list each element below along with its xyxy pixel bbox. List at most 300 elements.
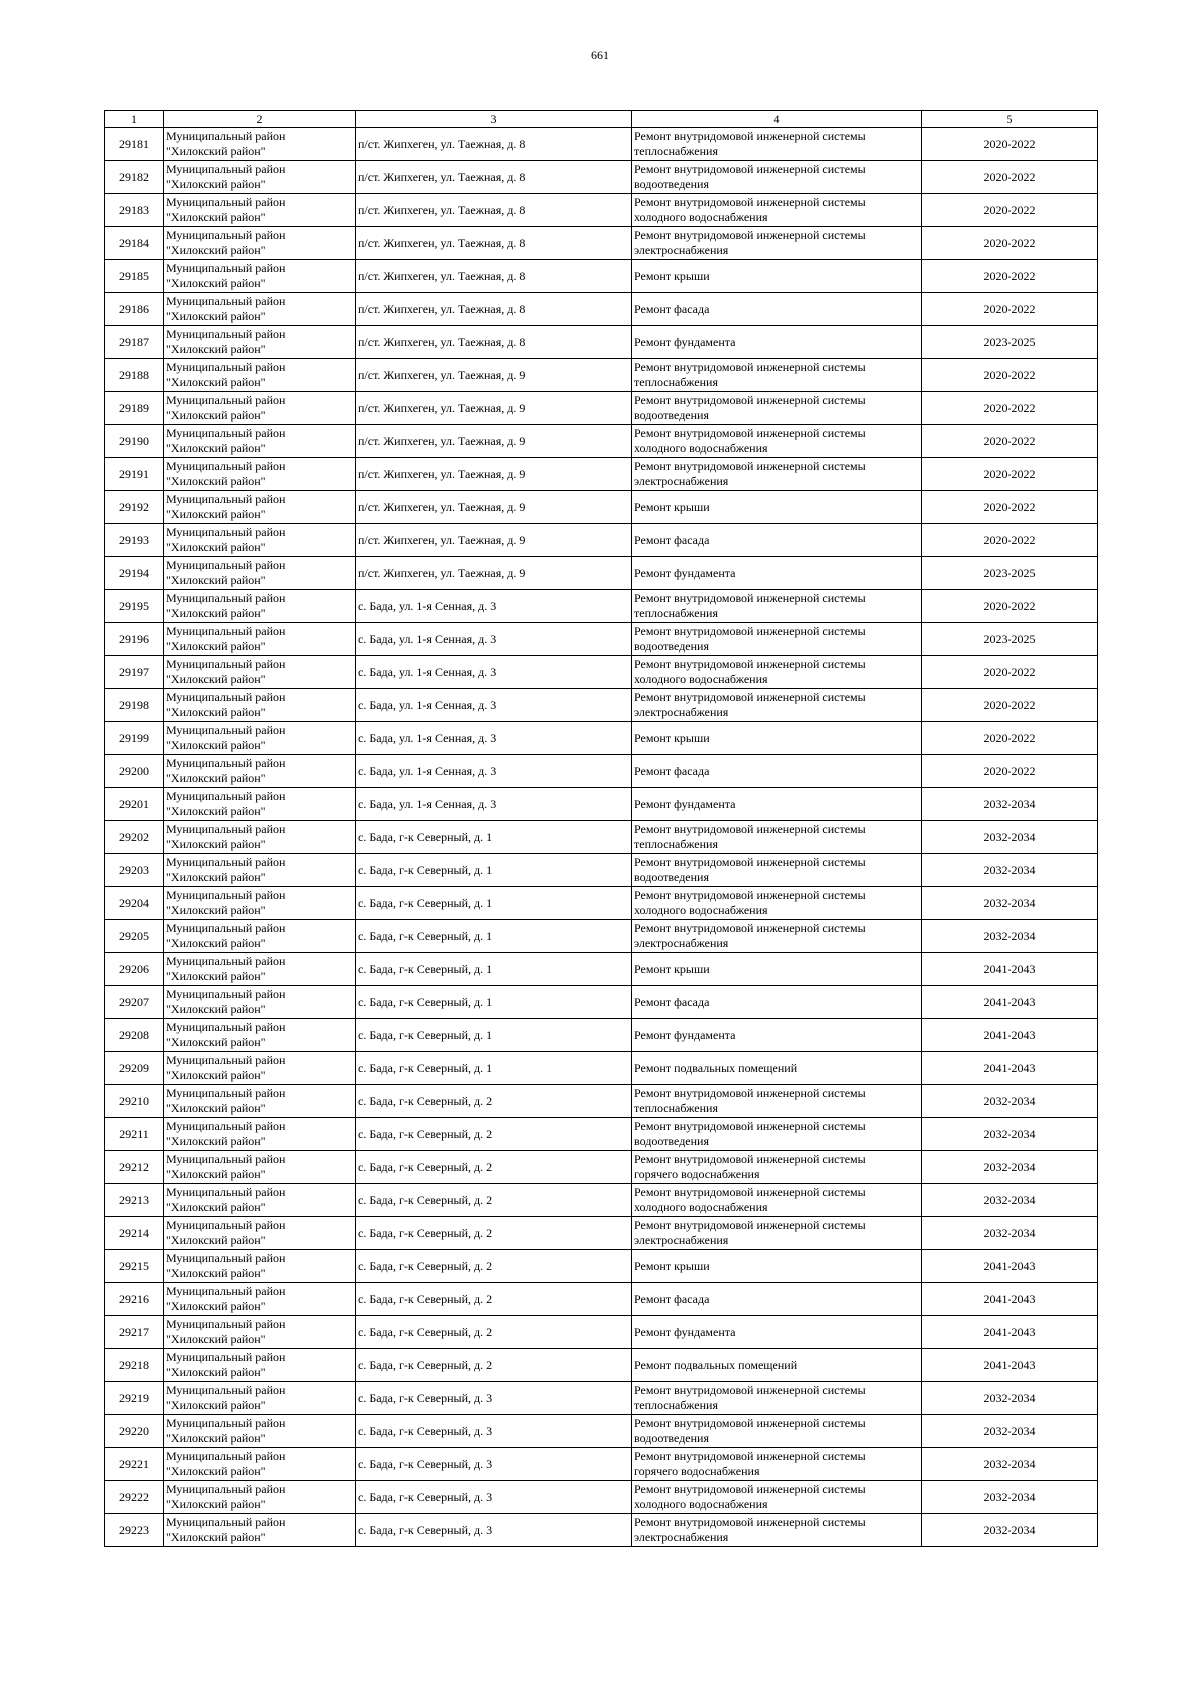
- work-type-cell: [632, 887, 922, 920]
- district-cell-text: Муниципальный район "Хилокский район": [166, 360, 286, 389]
- work-type-cell: [632, 1481, 922, 1514]
- district-cell-text: Муниципальный район "Хилокский район": [166, 690, 286, 719]
- row-number-cell: 29189: [105, 392, 164, 425]
- address-cell: с. Бада, г-к Северный, д. 2: [356, 1118, 632, 1151]
- district-cell: [164, 986, 356, 1019]
- district-cell: [164, 821, 356, 854]
- row-number-cell: 29223: [105, 1514, 164, 1547]
- table-row: [105, 557, 1098, 590]
- district-cell-text: Муниципальный район "Хилокский район": [166, 1152, 286, 1181]
- column-header-2: 2: [164, 111, 356, 128]
- address-cell: с. Бада, ул. 1-я Сенная, д. 3: [356, 590, 632, 623]
- table-row: [105, 1217, 1098, 1250]
- header-row: [105, 111, 1098, 128]
- period-cell: 2020-2022: [922, 590, 1098, 623]
- period-cell: 2020-2022: [922, 194, 1098, 227]
- work-type-cell: [632, 1019, 922, 1052]
- district-cell: [164, 1316, 356, 1349]
- address-cell: с. Бада, г-к Северный, д. 3: [356, 1448, 632, 1481]
- district-cell: [164, 359, 356, 392]
- table-row: [105, 689, 1098, 722]
- table-row: [105, 392, 1098, 425]
- district-cell-text: Муниципальный район "Хилокский район": [166, 1383, 286, 1412]
- address-cell: п/ст. Жипхеген, ул. Таежная, д. 9: [356, 392, 632, 425]
- table-row: [105, 524, 1098, 557]
- district-cell-text: Муниципальный район "Хилокский район": [166, 954, 286, 983]
- district-cell-text: Муниципальный район "Хилокский район": [166, 162, 286, 191]
- work-type-cell-text: Ремонт фасада: [634, 532, 710, 547]
- table-row: [105, 326, 1098, 359]
- row-number-cell: 29212: [105, 1151, 164, 1184]
- work-type-cell-text: Ремонт фундамента: [634, 796, 736, 811]
- district-cell: [164, 392, 356, 425]
- district-cell-text: Муниципальный район "Хилокский район": [166, 525, 286, 554]
- work-type-cell: [632, 524, 922, 557]
- work-type-cell-text: Ремонт внутридомовой инженерной системы электроснабжения: [634, 690, 866, 719]
- work-type-cell: [632, 1085, 922, 1118]
- work-type-cell-text: Ремонт фасада: [634, 1291, 710, 1306]
- table-row: [105, 953, 1098, 986]
- address-cell: с. Бада, г-к Северный, д. 1: [356, 821, 632, 854]
- period-cell: 2041-2043: [922, 1316, 1098, 1349]
- work-type-cell-text: Ремонт внутридомовой инженерной системы водоотведения: [634, 1416, 866, 1445]
- column-header-5: 5: [922, 111, 1098, 128]
- district-cell: [164, 161, 356, 194]
- work-type-cell: [632, 425, 922, 458]
- row-number-cell: 29221: [105, 1448, 164, 1481]
- district-cell-text: Муниципальный район "Хилокский район": [166, 261, 286, 290]
- district-cell: [164, 260, 356, 293]
- work-type-cell-text: Ремонт внутридомовой инженерной системы холодного водоснабжения: [634, 195, 866, 224]
- period-cell: 2032-2034: [922, 1448, 1098, 1481]
- table-row: [105, 788, 1098, 821]
- period-cell: 2020-2022: [922, 293, 1098, 326]
- period-cell: 2041-2043: [922, 986, 1098, 1019]
- row-number-cell: 29192: [105, 491, 164, 524]
- row-number-cell: 29200: [105, 755, 164, 788]
- row-number-cell: 29205: [105, 920, 164, 953]
- address-cell: п/ст. Жипхеген, ул. Таежная, д. 9: [356, 359, 632, 392]
- row-number-cell: 29215: [105, 1250, 164, 1283]
- district-cell: [164, 1184, 356, 1217]
- period-cell: 2032-2034: [922, 1415, 1098, 1448]
- address-cell: п/ст. Жипхеген, ул. Таежная, д. 8: [356, 293, 632, 326]
- address-cell: п/ст. Жипхеген, ул. Таежная, д. 9: [356, 491, 632, 524]
- work-type-cell: [632, 128, 922, 161]
- work-type-cell-text: Ремонт фундамента: [634, 334, 736, 349]
- address-cell: с. Бада, г-к Северный, д. 3: [356, 1382, 632, 1415]
- table-row: [105, 491, 1098, 524]
- address-cell: с. Бада, г-к Северный, д. 2: [356, 1184, 632, 1217]
- district-cell-text: Муниципальный район "Хилокский район": [166, 987, 286, 1016]
- district-cell-text: Муниципальный район "Хилокский район": [166, 723, 286, 752]
- district-cell-text: Муниципальный район "Хилокский район": [166, 888, 286, 917]
- address-cell: с. Бада, г-к Северный, д. 3: [356, 1481, 632, 1514]
- district-cell-text: Муниципальный район "Хилокский район": [166, 1416, 286, 1445]
- period-cell: 2041-2043: [922, 1052, 1098, 1085]
- address-cell: с. Бада, г-к Северный, д. 1: [356, 854, 632, 887]
- district-cell: [164, 1019, 356, 1052]
- address-cell: с. Бада, г-к Северный, д. 1: [356, 953, 632, 986]
- district-cell: [164, 425, 356, 458]
- address-cell: с. Бада, г-к Северный, д. 2: [356, 1250, 632, 1283]
- row-number-cell: 29207: [105, 986, 164, 1019]
- table-row: [105, 755, 1098, 788]
- work-type-cell: [632, 1052, 922, 1085]
- district-cell: [164, 1052, 356, 1085]
- work-type-cell-text: Ремонт внутридомовой инженерной системы холодного водоснабжения: [634, 888, 866, 917]
- table-row: [105, 194, 1098, 227]
- district-cell-text: Муниципальный район "Хилокский район": [166, 294, 286, 323]
- table-row: [105, 656, 1098, 689]
- period-cell: 2032-2034: [922, 1151, 1098, 1184]
- work-type-cell-text: Ремонт внутридомовой инженерной системы электроснабжения: [634, 921, 866, 950]
- district-cell: [164, 1085, 356, 1118]
- period-cell: 2020-2022: [922, 425, 1098, 458]
- period-cell: 2023-2025: [922, 623, 1098, 656]
- period-cell: 2020-2022: [922, 524, 1098, 557]
- table-row: [105, 1184, 1098, 1217]
- work-type-cell: [632, 854, 922, 887]
- district-cell-text: Муниципальный район "Хилокский район": [166, 1020, 286, 1049]
- district-cell-text: Муниципальный район "Хилокский район": [166, 756, 286, 785]
- district-cell: [164, 1349, 356, 1382]
- work-type-cell: [632, 458, 922, 491]
- district-cell: [164, 557, 356, 590]
- table-row: [105, 722, 1098, 755]
- district-cell-text: Муниципальный район "Хилокский район": [166, 1317, 286, 1346]
- address-cell: п/ст. Жипхеген, ул. Таежная, д. 8: [356, 326, 632, 359]
- district-cell-text: Муниципальный район "Хилокский район": [166, 1515, 286, 1544]
- district-cell: [164, 1118, 356, 1151]
- work-type-cell: [632, 1151, 922, 1184]
- column-header-3: 3: [356, 111, 632, 128]
- district-cell-text: Муниципальный район "Хилокский район": [166, 855, 286, 884]
- district-cell-text: Муниципальный район "Хилокский район": [166, 1350, 286, 1379]
- address-cell: п/ст. Жипхеген, ул. Таежная, д. 8: [356, 128, 632, 161]
- work-type-cell-text: Ремонт фасада: [634, 763, 710, 778]
- row-number-cell: 29208: [105, 1019, 164, 1052]
- address-cell: п/ст. Жипхеген, ул. Таежная, д. 8: [356, 161, 632, 194]
- table-row: [105, 986, 1098, 1019]
- table-row: [105, 623, 1098, 656]
- table-row: [105, 1382, 1098, 1415]
- period-cell: 2041-2043: [922, 1349, 1098, 1382]
- address-cell: с. Бада, г-к Северный, д. 3: [356, 1415, 632, 1448]
- address-cell: с. Бада, г-к Северный, д. 2: [356, 1151, 632, 1184]
- address-cell: с. Бада, ул. 1-я Сенная, д. 3: [356, 656, 632, 689]
- row-number-cell: 29211: [105, 1118, 164, 1151]
- period-cell: 2032-2034: [922, 920, 1098, 953]
- row-number-cell: 29202: [105, 821, 164, 854]
- table-row: [105, 425, 1098, 458]
- row-number-cell: 29182: [105, 161, 164, 194]
- work-type-cell: [632, 1514, 922, 1547]
- table-row: [105, 1118, 1098, 1151]
- address-cell: п/ст. Жипхеген, ул. Таежная, д. 9: [356, 557, 632, 590]
- work-type-cell: [632, 161, 922, 194]
- row-number-cell: 29184: [105, 227, 164, 260]
- address-cell: п/ст. Жипхеген, ул. Таежная, д. 9: [356, 458, 632, 491]
- work-type-cell: [632, 788, 922, 821]
- district-cell: [164, 458, 356, 491]
- column-header-1: 1: [105, 111, 164, 128]
- period-cell: 2032-2034: [922, 1382, 1098, 1415]
- period-cell: 2020-2022: [922, 491, 1098, 524]
- work-type-cell: [632, 1415, 922, 1448]
- period-cell: 2020-2022: [922, 161, 1098, 194]
- work-type-cell-text: Ремонт внутридомовой инженерной системы водоотведения: [634, 393, 866, 422]
- period-cell: 2032-2034: [922, 1085, 1098, 1118]
- work-type-cell-text: Ремонт крыши: [634, 499, 710, 514]
- row-number-cell: 29191: [105, 458, 164, 491]
- district-cell-text: Муниципальный район "Хилокский район": [166, 459, 286, 488]
- district-cell: [164, 194, 356, 227]
- period-cell: 2020-2022: [922, 656, 1098, 689]
- work-type-cell-text: Ремонт внутридомовой инженерной системы теплоснабжения: [634, 129, 866, 158]
- row-number-cell: 29203: [105, 854, 164, 887]
- work-type-cell-text: Ремонт внутридомовой инженерной системы холодного водоснабжения: [634, 426, 866, 455]
- address-cell: с. Бада, г-к Северный, д. 2: [356, 1085, 632, 1118]
- period-cell: 2020-2022: [922, 128, 1098, 161]
- table-row: [105, 1415, 1098, 1448]
- work-type-cell-text: Ремонт внутридомовой инженерной системы водоотведения: [634, 624, 866, 653]
- work-type-cell-text: Ремонт внутридомовой инженерной системы горячего водоснабжения: [634, 1449, 866, 1478]
- work-type-cell-text: Ремонт внутридомовой инженерной системы теплоснабжения: [634, 822, 866, 851]
- period-cell: 2020-2022: [922, 689, 1098, 722]
- table-row: [105, 821, 1098, 854]
- work-type-cell: [632, 359, 922, 392]
- district-cell-text: Муниципальный район "Хилокский район": [166, 327, 286, 356]
- row-number-cell: 29219: [105, 1382, 164, 1415]
- row-number-cell: 29193: [105, 524, 164, 557]
- table-row: [105, 1052, 1098, 1085]
- address-cell: с. Бада, г-к Северный, д. 1: [356, 1052, 632, 1085]
- work-type-cell: [632, 326, 922, 359]
- period-cell: 2020-2022: [922, 392, 1098, 425]
- district-cell: [164, 590, 356, 623]
- district-cell-text: Муниципальный район "Хилокский район": [166, 1284, 286, 1313]
- work-type-cell-text: Ремонт внутридомовой инженерной системы теплоснабжения: [634, 1086, 866, 1115]
- district-cell: [164, 920, 356, 953]
- work-type-cell-text: Ремонт внутридомовой инженерной системы электроснабжения: [634, 1218, 866, 1247]
- work-type-cell-text: Ремонт крыши: [634, 961, 710, 976]
- district-cell-text: Муниципальный район "Хилокский район": [166, 1449, 286, 1478]
- work-type-cell: [632, 689, 922, 722]
- work-type-cell-text: Ремонт фундамента: [634, 1027, 736, 1042]
- period-cell: 2032-2034: [922, 1118, 1098, 1151]
- work-type-cell-text: Ремонт внутридомовой инженерной системы холодного водоснабжения: [634, 1482, 866, 1511]
- period-cell: 2032-2034: [922, 788, 1098, 821]
- district-cell: [164, 887, 356, 920]
- work-type-cell: [632, 1382, 922, 1415]
- work-type-cell-text: Ремонт фундамента: [634, 1324, 736, 1339]
- row-number-cell: 29210: [105, 1085, 164, 1118]
- work-type-cell-text: Ремонт крыши: [634, 268, 710, 283]
- address-cell: с. Бада, г-к Северный, д. 1: [356, 887, 632, 920]
- district-cell: [164, 1250, 356, 1283]
- row-number-cell: 29196: [105, 623, 164, 656]
- district-cell: [164, 1382, 356, 1415]
- row-number-cell: 29204: [105, 887, 164, 920]
- work-type-cell: [632, 1184, 922, 1217]
- district-cell: [164, 1151, 356, 1184]
- work-type-cell: [632, 722, 922, 755]
- address-cell: с. Бада, г-к Северный, д. 1: [356, 1019, 632, 1052]
- district-cell-text: Муниципальный район "Хилокский район": [166, 1119, 286, 1148]
- work-type-cell: [632, 1217, 922, 1250]
- row-number-cell: 29187: [105, 326, 164, 359]
- period-cell: 2020-2022: [922, 755, 1098, 788]
- district-cell: [164, 1514, 356, 1547]
- district-cell-text: Муниципальный район "Хилокский район": [166, 393, 286, 422]
- address-cell: с. Бада, г-к Северный, д. 1: [356, 920, 632, 953]
- address-cell: с. Бада, г-к Северный, д. 1: [356, 986, 632, 1019]
- work-type-cell: [632, 590, 922, 623]
- address-cell: с. Бада, г-к Северный, д. 2: [356, 1316, 632, 1349]
- work-type-cell: [632, 986, 922, 1019]
- district-cell: [164, 656, 356, 689]
- row-number-cell: 29206: [105, 953, 164, 986]
- period-cell: 2032-2034: [922, 1514, 1098, 1547]
- period-cell: 2032-2034: [922, 1217, 1098, 1250]
- work-type-cell: [632, 1448, 922, 1481]
- table-row: [105, 227, 1098, 260]
- district-cell-text: Муниципальный район "Хилокский район": [166, 624, 286, 653]
- work-type-cell: [632, 293, 922, 326]
- district-cell-text: Муниципальный район "Хилокский район": [166, 558, 286, 587]
- work-type-cell-text: Ремонт внутридомовой инженерной системы электроснабжения: [634, 459, 866, 488]
- work-type-cell-text: Ремонт внутридомовой инженерной системы холодного водоснабжения: [634, 1185, 866, 1214]
- table-row: [105, 1316, 1098, 1349]
- work-type-cell: [632, 1349, 922, 1382]
- period-cell: 2020-2022: [922, 722, 1098, 755]
- work-type-cell-text: Ремонт подвальных помещений: [634, 1357, 798, 1372]
- table-row: [105, 1448, 1098, 1481]
- address-cell: с. Бада, ул. 1-я Сенная, д. 3: [356, 722, 632, 755]
- work-type-cell-text: Ремонт внутридомовой инженерной системы теплоснабжения: [634, 360, 866, 389]
- table-row: [105, 1019, 1098, 1052]
- table-row: [105, 260, 1098, 293]
- district-cell: [164, 1448, 356, 1481]
- work-type-cell-text: Ремонт внутридомовой инженерной системы теплоснабжения: [634, 1383, 866, 1412]
- work-type-cell-text: Ремонт фасада: [634, 994, 710, 1009]
- work-type-cell: [632, 656, 922, 689]
- period-cell: 2032-2034: [922, 1481, 1098, 1514]
- period-cell: 2020-2022: [922, 458, 1098, 491]
- work-type-cell: [632, 260, 922, 293]
- district-cell-text: Муниципальный район "Хилокский район": [166, 822, 286, 851]
- table-row: [105, 161, 1098, 194]
- row-number-cell: 29217: [105, 1316, 164, 1349]
- district-cell-text: Муниципальный район "Хилокский район": [166, 1086, 286, 1115]
- work-type-cell-text: Ремонт внутридомовой инженерной системы теплоснабжения: [634, 591, 866, 620]
- period-cell: 2032-2034: [922, 821, 1098, 854]
- district-cell: [164, 1415, 356, 1448]
- address-cell: п/ст. Жипхеген, ул. Таежная, д. 8: [356, 260, 632, 293]
- repair-schedule-table: [104, 110, 1098, 1547]
- table-row: [105, 1349, 1098, 1382]
- district-cell: [164, 1481, 356, 1514]
- address-cell: с. Бада, ул. 1-я Сенная, д. 3: [356, 623, 632, 656]
- district-cell-text: Муниципальный район "Хилокский район": [166, 195, 286, 224]
- work-type-cell: [632, 227, 922, 260]
- district-cell: [164, 1217, 356, 1250]
- row-number-cell: 29201: [105, 788, 164, 821]
- address-cell: с. Бада, г-к Северный, д. 2: [356, 1217, 632, 1250]
- period-cell: 2032-2034: [922, 854, 1098, 887]
- district-cell: [164, 491, 356, 524]
- district-cell: [164, 293, 356, 326]
- row-number-cell: 29198: [105, 689, 164, 722]
- work-type-cell: [632, 821, 922, 854]
- row-number-cell: 29185: [105, 260, 164, 293]
- table-row: [105, 128, 1098, 161]
- row-number-cell: 29214: [105, 1217, 164, 1250]
- district-cell: [164, 953, 356, 986]
- table-row: [105, 1481, 1098, 1514]
- row-number-cell: 29190: [105, 425, 164, 458]
- work-type-cell: [632, 953, 922, 986]
- work-type-cell: [632, 1283, 922, 1316]
- work-type-cell: [632, 491, 922, 524]
- district-cell-text: Муниципальный район "Хилокский район": [166, 228, 286, 257]
- page-number: 661: [591, 48, 609, 62]
- column-header-4: 4: [632, 111, 922, 128]
- work-type-cell-text: Ремонт внутридомовой инженерной системы водоотведения: [634, 855, 866, 884]
- period-cell: 2041-2043: [922, 1019, 1098, 1052]
- work-type-cell-text: Ремонт подвальных помещений: [634, 1060, 798, 1075]
- district-cell: [164, 227, 356, 260]
- district-cell-text: Муниципальный район "Хилокский район": [166, 921, 286, 950]
- period-cell: 2032-2034: [922, 887, 1098, 920]
- table-row: [105, 458, 1098, 491]
- district-cell: [164, 524, 356, 557]
- work-type-cell: [632, 1250, 922, 1283]
- period-cell: 2032-2034: [922, 1184, 1098, 1217]
- period-cell: 2023-2025: [922, 326, 1098, 359]
- work-type-cell-text: Ремонт фундамента: [634, 565, 736, 580]
- work-type-cell-text: Ремонт внутридомовой инженерной системы электроснабжения: [634, 228, 866, 257]
- row-number-cell: 29194: [105, 557, 164, 590]
- row-number-cell: 29186: [105, 293, 164, 326]
- row-number-cell: 29209: [105, 1052, 164, 1085]
- row-number-cell: 29188: [105, 359, 164, 392]
- row-number-cell: 29195: [105, 590, 164, 623]
- period-cell: 2023-2025: [922, 557, 1098, 590]
- address-cell: п/ст. Жипхеген, ул. Таежная, д. 8: [356, 227, 632, 260]
- row-number-cell: 29220: [105, 1415, 164, 1448]
- district-cell-text: Муниципальный район "Хилокский район": [166, 1053, 286, 1082]
- row-number-cell: 29213: [105, 1184, 164, 1217]
- work-type-cell-text: Ремонт внутридомовой инженерной системы водоотведения: [634, 162, 866, 191]
- district-cell: [164, 689, 356, 722]
- work-type-cell: [632, 623, 922, 656]
- work-type-cell-text: Ремонт внутридомовой инженерной системы горячего водоснабжения: [634, 1152, 866, 1181]
- district-cell: [164, 623, 356, 656]
- table-row: [105, 1151, 1098, 1184]
- table-row: [105, 359, 1098, 392]
- work-type-cell: [632, 1316, 922, 1349]
- district-cell-text: Муниципальный район "Хилокский район": [166, 657, 286, 686]
- address-cell: с. Бада, ул. 1-я Сенная, д. 3: [356, 755, 632, 788]
- period-cell: 2041-2043: [922, 1250, 1098, 1283]
- row-number-cell: 29181: [105, 128, 164, 161]
- table-body: [105, 128, 1098, 1547]
- row-number-cell: 29197: [105, 656, 164, 689]
- work-type-cell: [632, 194, 922, 227]
- work-type-cell-text: Ремонт фасада: [634, 301, 710, 316]
